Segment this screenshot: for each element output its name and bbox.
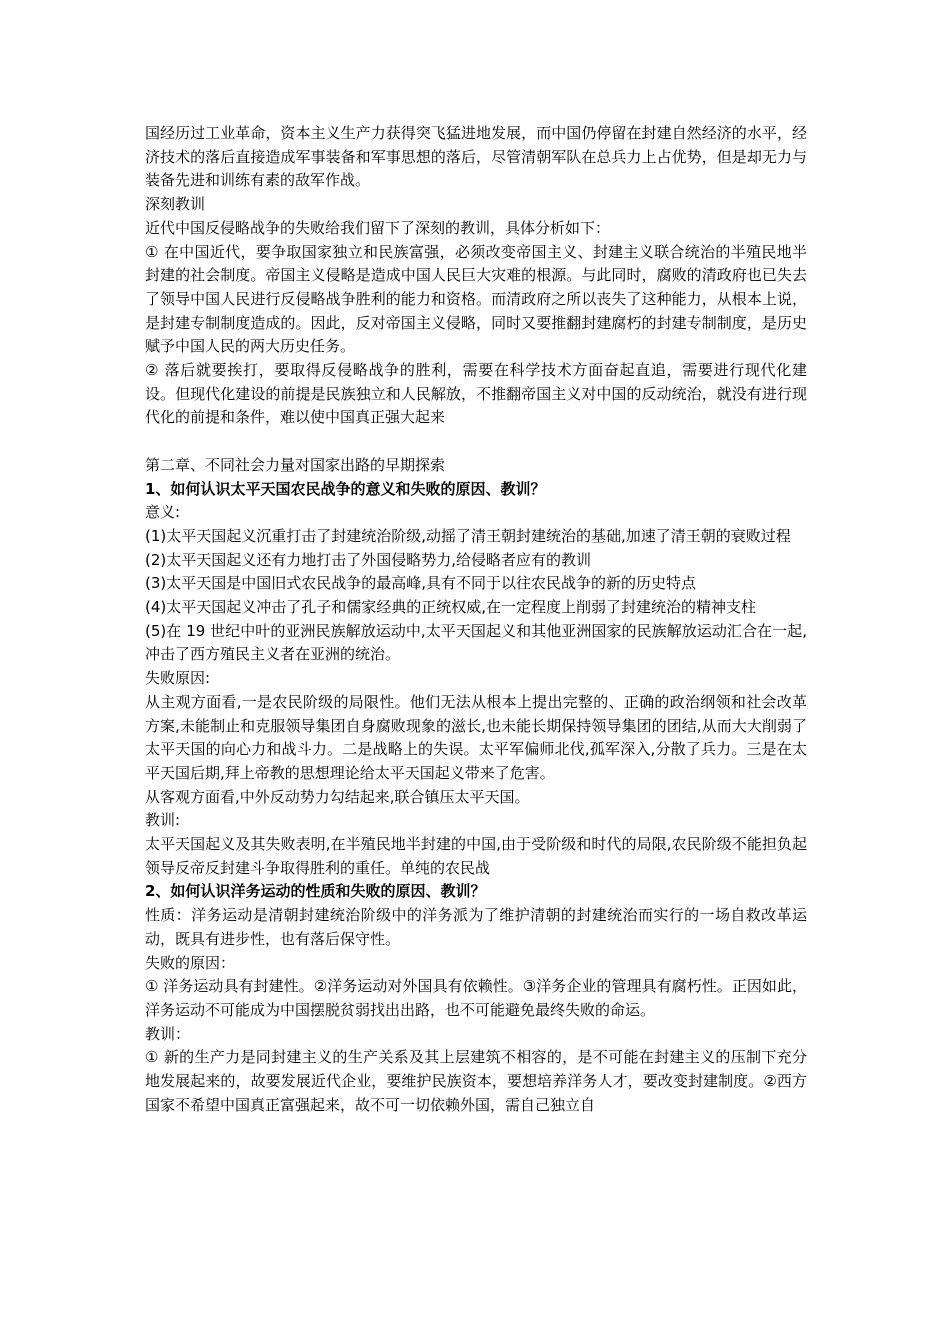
failure-label: 失败原因: bbox=[145, 669, 211, 688]
lesson-text: ① 新的生产力是同封建主义的生产关系及其上层建筑不相容的，是不可能在封建主义的压制下充分地发展起来的，故要发展近代企业，要维护民族资本，要想培养洋务人才，要改变封建制度。②西方国家不希望中国真正富强起来，故不可一切依赖外国，需自己独立自 bbox=[145, 1048, 807, 1114]
question-1-heading: 1、如何认识太平天国农民战争的意义和失败的原因、教训？ bbox=[145, 479, 546, 498]
chapter-title: 第二章、不同社会力量对国家出路的早期探索 bbox=[145, 455, 446, 474]
lesson-text: 太平天国起义及其失败表明,在半殖民地半封建的中国,由于受阶级和时代的局限,农民阶级不能担负起领导反帝反封建斗争取得胜利的重任。单纯的农民战 bbox=[145, 835, 807, 877]
failure-subjective: 从主观方面看,一是农民阶级的局限性。他们无法从根本上提出完整的、正确的政治纲领和社会改革方案,未能制止和克服领导集团自身腐败现象的滋长,也未能长期保持领导集团的团结,从而大大削弱了太平天国的向心力和战斗力。二是战略上的失误。太平军偏师北伐,孤军深入,分散了兵力。三是在太平天国后期,拜上帝教的思想理论给太平天国起义带来了危害。 bbox=[145, 692, 807, 782]
paragraph-spacer bbox=[145, 430, 807, 454]
failure-label: 失败的原因： bbox=[145, 953, 236, 972]
section-label-deep-lessons: 深刻教训 bbox=[145, 195, 206, 214]
significance-item-2: (2)太平天国起义还有力地打击了外国侵略势力,给侵略者应有的教训 bbox=[145, 550, 592, 569]
document-page bbox=[145, 122, 807, 1118]
failure-text: ① 洋务运动具有封建性。②洋务运动对外国具有依赖性。③洋务企业的管理具有腐朽性。正因如此，洋务运动不可能成为中国摆脱贫弱找出出路，也不可能避免最终失败的命运。 bbox=[145, 977, 807, 1019]
significance-item-1: (1)太平天国起义沉重打击了封建统治阶级,动摇了清王朝封建统治的基础,加速了清王朝的衰败过程 bbox=[145, 526, 791, 545]
lesson-item-1: ① 在中国近代，要争取国家独立和民族富强，必须改变帝国主义、封建主义联合统治的半殖民地半封建的社会制度。帝国主义侵略是造成中国人民巨大灾难的根源。与此同时，腐败的清政府也已失去了领导中国人民进行反侵略战争胜利的能力和资格。而清政府之所以丧失了这种能力，从根本上说，是封建专制制度造成的。因此，反对帝国主义侵略，同时又要推翻封建腐朽的封建专制制度，是历史赋予中国人民的两大历史任务。 bbox=[145, 242, 807, 356]
failure-objective: 从客观方面看,中外反动势力勾结起来,联合镇压太平天国。 bbox=[145, 787, 530, 806]
significance-item-3: (3)太平天国是中国旧式农民战争的最高峰,具有不同于以往农民战争的新的历史特点 bbox=[145, 574, 697, 593]
question-2-heading: 2、如何认识洋务运动的性质和失败的原因、教训？ bbox=[145, 882, 486, 901]
significance-item-4: (4)太平天国起义冲击了孔子和儒家经典的正统权威,在一定程度上削弱了封建统治的精神支柱 bbox=[145, 598, 757, 617]
nature-text: 性质：洋务运动是清朝封建统治阶级中的洋务派为了维护清朝的封建统治而实行的一场自救改革运动，既具有进步性，也有落后保守性。 bbox=[145, 906, 807, 948]
lesson-label: 教训： bbox=[145, 1024, 191, 1043]
lesson-item-2: ② 落后就要挨打，要取得反侵略战争的胜利，需要在科学技术方面奋起直追，需要进行现代化建设。但现代化建设的前提是民族独立和人民解放，不推翻帝国主义对中国的反动统治，就没有进行现代化的前提和条件，难以使中国真正强大起来 bbox=[145, 361, 807, 427]
paragraph-economy-gap: 国经历过工业革命，资本主义生产力获得突飞猛进地发展，而中国仍停留在封建自然经济的水平，经济技术的落后直接造成军事装备和军事思想的落后，尽管清朝军队在总兵力上占优势，但是却无力与装备先进和训练有素的敌军作战。 bbox=[145, 124, 807, 190]
significance-item-5: (5)在 19 世纪中叶的亚洲民族解放运动中,太平天国起义和其他亚洲国家的民族解放运动汇合在一起,冲击了西方殖民主义者在亚洲的统治。 bbox=[145, 621, 807, 664]
significance-label: 意义: bbox=[145, 503, 181, 522]
paragraph-lessons-intro: 近代中国反侵略战争的失败给我们留下了深刻的教训，具体分析如下： bbox=[145, 218, 611, 237]
lesson-label: 教训: bbox=[145, 811, 181, 830]
